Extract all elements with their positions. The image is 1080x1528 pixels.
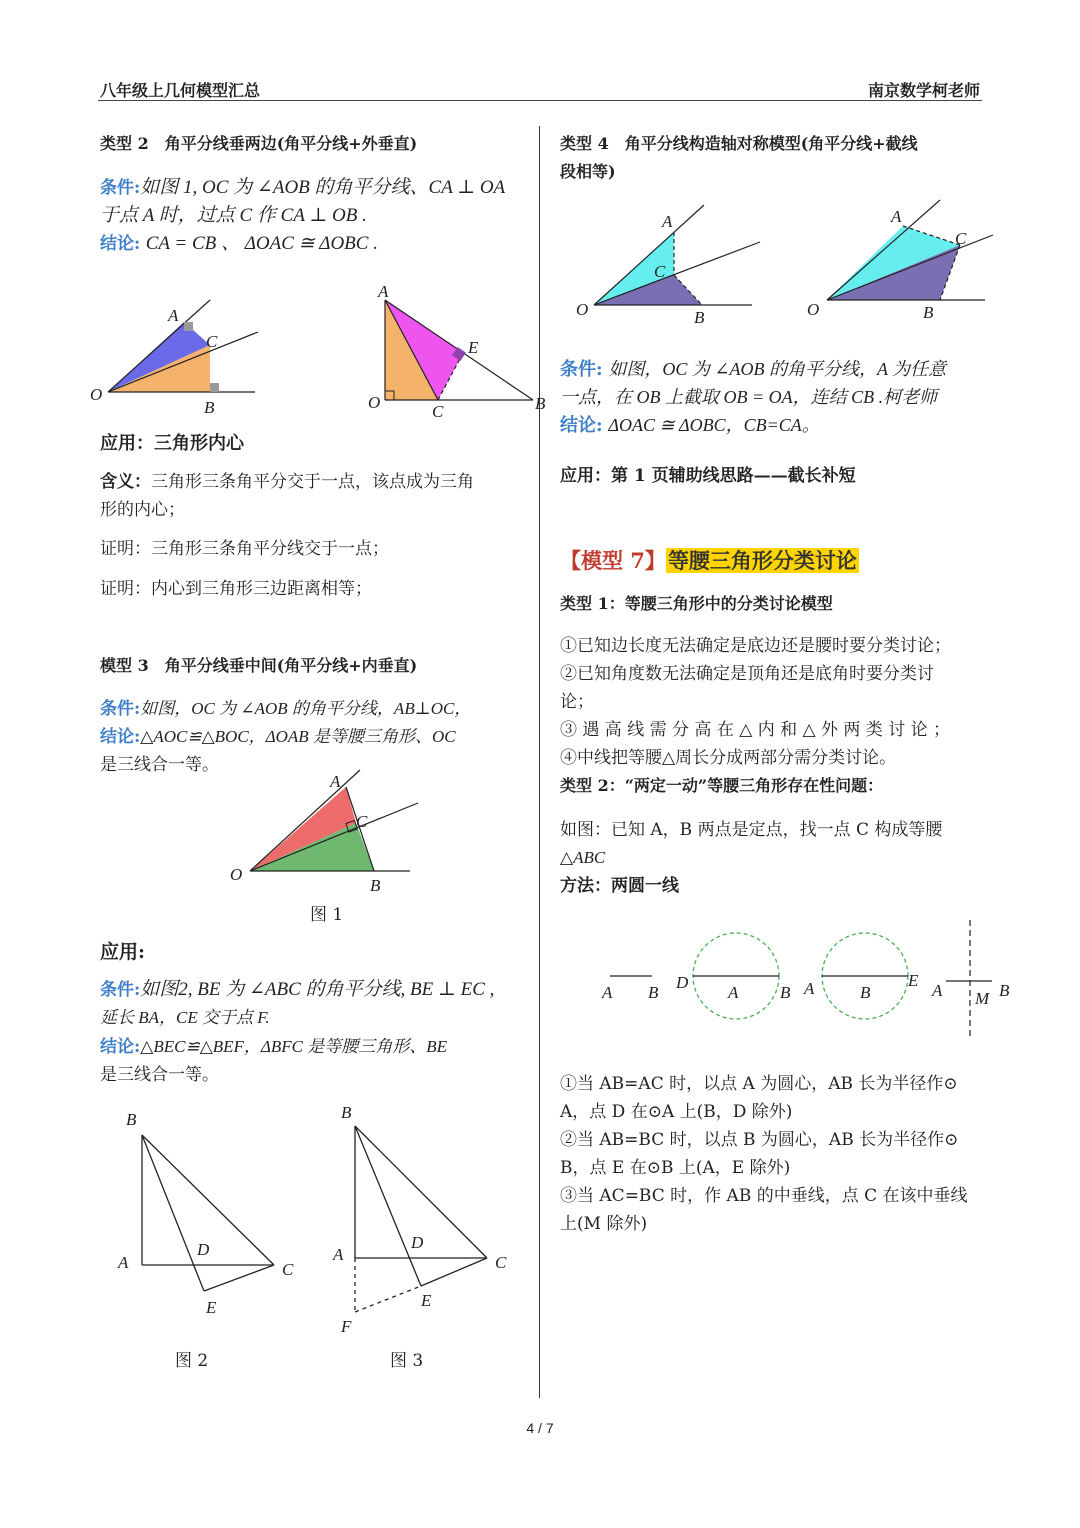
app1-meaning-label: 含义： bbox=[100, 472, 151, 492]
label-o: O bbox=[576, 300, 589, 319]
model3-figure bbox=[230, 765, 420, 895]
label-a: A bbox=[378, 282, 389, 301]
app2-figure-2 bbox=[112, 1105, 312, 1325]
label-b: B bbox=[370, 876, 381, 895]
label-b4: B bbox=[999, 981, 1010, 1000]
type4-concl-label: 结论: bbox=[560, 415, 603, 436]
type2-concl-label: 结论: bbox=[100, 234, 141, 254]
label-a4: A bbox=[932, 981, 943, 1000]
label-a3: A bbox=[804, 979, 815, 998]
label-d: D bbox=[676, 973, 689, 992]
app2-concl-label: 结论: bbox=[100, 1037, 141, 1057]
app2-fig2-caption: 图 2 bbox=[175, 1351, 209, 1371]
model3-concl-l1: △AOC≌△BOC，ΔOAB 是等腰三角形、OC bbox=[140, 727, 456, 746]
model7-title: 等腰三角形分类讨论 bbox=[667, 548, 857, 573]
label-c: C bbox=[432, 402, 444, 421]
model7-bracket: 【模型 7】 bbox=[560, 548, 666, 573]
type2-figure-1 bbox=[90, 295, 270, 420]
app1-proof2: 证明：内心到三角形三边距离相等； bbox=[100, 579, 372, 599]
model7-type2-title: 类型 2：“两定一动”等腰三角形存在性问题： bbox=[560, 776, 884, 795]
type4-cond-l1: 如图，OC 为 ∠AOB 的角平分线，A 为任意 bbox=[608, 359, 947, 379]
label-b: B bbox=[535, 394, 546, 413]
type4-cond-label: 条件: bbox=[560, 359, 603, 380]
two-circles-one-line-figure bbox=[596, 918, 1021, 1040]
model7-method: 方法：两圆一线 bbox=[560, 876, 679, 896]
label-a: A bbox=[662, 212, 673, 231]
type4-figure-2 bbox=[805, 198, 1000, 323]
label-m: M bbox=[975, 989, 990, 1008]
app2-fig3-caption: 图 3 bbox=[390, 1351, 424, 1371]
label-o: O bbox=[230, 865, 243, 884]
model3-concl-label: 结论: bbox=[100, 727, 141, 747]
model7-item-1: ①已知边长度无法确定是底边还是腰时要分类讨论； bbox=[560, 636, 951, 656]
label-a: A bbox=[168, 306, 179, 325]
label-a: A bbox=[602, 983, 613, 1002]
app1-title: 应用：三角形内心 bbox=[100, 433, 244, 454]
label-e: E bbox=[206, 1298, 217, 1317]
type4-app: 应用：第 1 页辅助线思路——截长补短 bbox=[560, 466, 856, 486]
label-b2: B bbox=[780, 983, 791, 1002]
model7-case-1b: A，点 D 在⊙A 上(B，D 除外) bbox=[560, 1102, 793, 1122]
label-d: D bbox=[197, 1240, 210, 1259]
label-e: E bbox=[468, 338, 479, 357]
app2-figure-3 bbox=[325, 1100, 525, 1340]
label-a: A bbox=[333, 1245, 344, 1264]
type2-cond-l1: 如图 1, OC 为 ∠AOB 的角平分线、CA ⊥ OA bbox=[140, 177, 506, 198]
model7-case-2a: ②当 AB=BC 时，以点 B 为圆心，AB 长为半径作⊙ bbox=[560, 1130, 959, 1150]
model3-cond-label: 条件: bbox=[100, 699, 141, 719]
app1-proof1: 证明：三角形三条角平分线交于一点； bbox=[100, 539, 389, 559]
label-b: B bbox=[341, 1103, 352, 1122]
app1-meaning-l2: 形的内心； bbox=[100, 500, 185, 520]
label-a2: A bbox=[728, 983, 739, 1002]
label-c: C bbox=[495, 1253, 507, 1272]
type4-cond-l2: 一点，在 OB 上截取 OB = OA，连结 CB .柯老师 bbox=[560, 387, 938, 407]
label-b: B bbox=[648, 983, 659, 1002]
app2-cond-l2: 延长 BA，CE 交于点 F. bbox=[100, 1008, 270, 1027]
label-a: A bbox=[330, 772, 341, 791]
model7-case-3b: 上(M 除外) bbox=[560, 1214, 648, 1234]
app1-meaning-l1: 三角形三条角平分交于一点，该点成为三角 bbox=[151, 472, 474, 492]
label-b: B bbox=[694, 308, 705, 327]
label-a: A bbox=[118, 1253, 129, 1272]
label-e: E bbox=[421, 1291, 432, 1310]
model3-concl-l2: 是三线合一等。 bbox=[100, 755, 219, 775]
type4-title-l2: 段相等) bbox=[560, 162, 616, 181]
header-right: 南京数学柯老师 bbox=[867, 81, 980, 100]
label-b: B bbox=[126, 1110, 137, 1129]
model7-type1-title: 类型 1：等腰三角形中的分类讨论模型 bbox=[560, 594, 833, 613]
label-e: E bbox=[908, 971, 919, 990]
model3-cond: 如图，OC 为 ∠AOB 的角平分线，AB⊥OC， bbox=[140, 699, 472, 718]
label-b: B bbox=[204, 398, 215, 417]
label-c: C bbox=[206, 332, 218, 351]
header-divider bbox=[98, 100, 982, 101]
model7-item-3: ③ 遇 高 线 需 分 高 在 △ 内 和 △ 外 两 类 讨 论 ； bbox=[560, 720, 951, 740]
page-number: 4 / 7 bbox=[526, 1420, 554, 1436]
label-c: C bbox=[654, 262, 666, 281]
type4-figure-1 bbox=[572, 205, 772, 325]
label-a: A bbox=[891, 207, 902, 226]
type4-title-l1: 类型 4 角平分线构造轴对称模型(角平分线+截线 bbox=[560, 134, 918, 153]
label-b3: B bbox=[860, 983, 871, 1002]
label-f: F bbox=[341, 1317, 352, 1336]
model7-item-2: ②已知角度数无法确定是顶角还是底角时要分类讨 bbox=[560, 664, 934, 684]
app2-cond-l1: 如图2, BE 为 ∠ABC 的角平分线, BE ⊥ EC , bbox=[140, 979, 495, 1000]
model7-case-1a: ①当 AB=AC 时，以点 A 为圆心，AB 长为半径作⊙ bbox=[560, 1074, 958, 1094]
app2-cond-label: 条件: bbox=[100, 980, 141, 1000]
label-o: O bbox=[90, 385, 103, 404]
label-c: C bbox=[356, 812, 368, 831]
model7-item-4: ④中线把等腰△周长分成两部分需分类讨论。 bbox=[560, 748, 897, 768]
label-c: C bbox=[955, 229, 967, 248]
type2-title: 类型 2 角平分线垂两边(角平分线+外垂直) bbox=[100, 134, 418, 153]
type2-cond-l2: 于点 A 时，过点 C 作 CA ⊥ OB . bbox=[100, 205, 367, 226]
label-o: O bbox=[368, 393, 381, 412]
type4-concl: ΔOAC ≅ ΔOBC，CB=CA。 bbox=[608, 415, 820, 435]
model3-title: 模型 3 角平分线垂中间(角平分线+内垂直) bbox=[100, 656, 418, 675]
model7-case-2b: B，点 E 在⊙B 上(A，E 除外) bbox=[560, 1158, 791, 1178]
header-left: 八年级上几何模型汇总 bbox=[100, 81, 261, 100]
model7-ex-l1: 如图：已知 A，B 两点是定点，找一点 C 构成等腰 bbox=[560, 820, 943, 840]
app2-title: 应用: bbox=[100, 941, 146, 963]
model7-item-2b: 论； bbox=[560, 692, 594, 712]
label-c: C bbox=[282, 1260, 294, 1279]
model7-ex-l2: △ABC bbox=[560, 848, 606, 867]
label-d: D bbox=[411, 1233, 424, 1252]
type2-concl: CA = CB 、 ΔOAC ≅ ΔOBC . bbox=[145, 233, 378, 254]
type2-cond-label: 条件: bbox=[100, 178, 141, 198]
label-o: O bbox=[807, 300, 820, 319]
model3-fig-caption: 图 1 bbox=[310, 905, 344, 925]
type2-figure-2 bbox=[368, 282, 548, 421]
label-b: B bbox=[923, 303, 934, 322]
app2-concl-l2: 是三线合一等。 bbox=[100, 1065, 219, 1085]
model7-case-3a: ③当 AC=BC 时，作 AB 的中垂线，点 C 在该中垂线 bbox=[560, 1186, 968, 1206]
app2-concl-l1: △BEC≌△BEF，ΔBFC 是等腰三角形、BE bbox=[140, 1037, 448, 1056]
